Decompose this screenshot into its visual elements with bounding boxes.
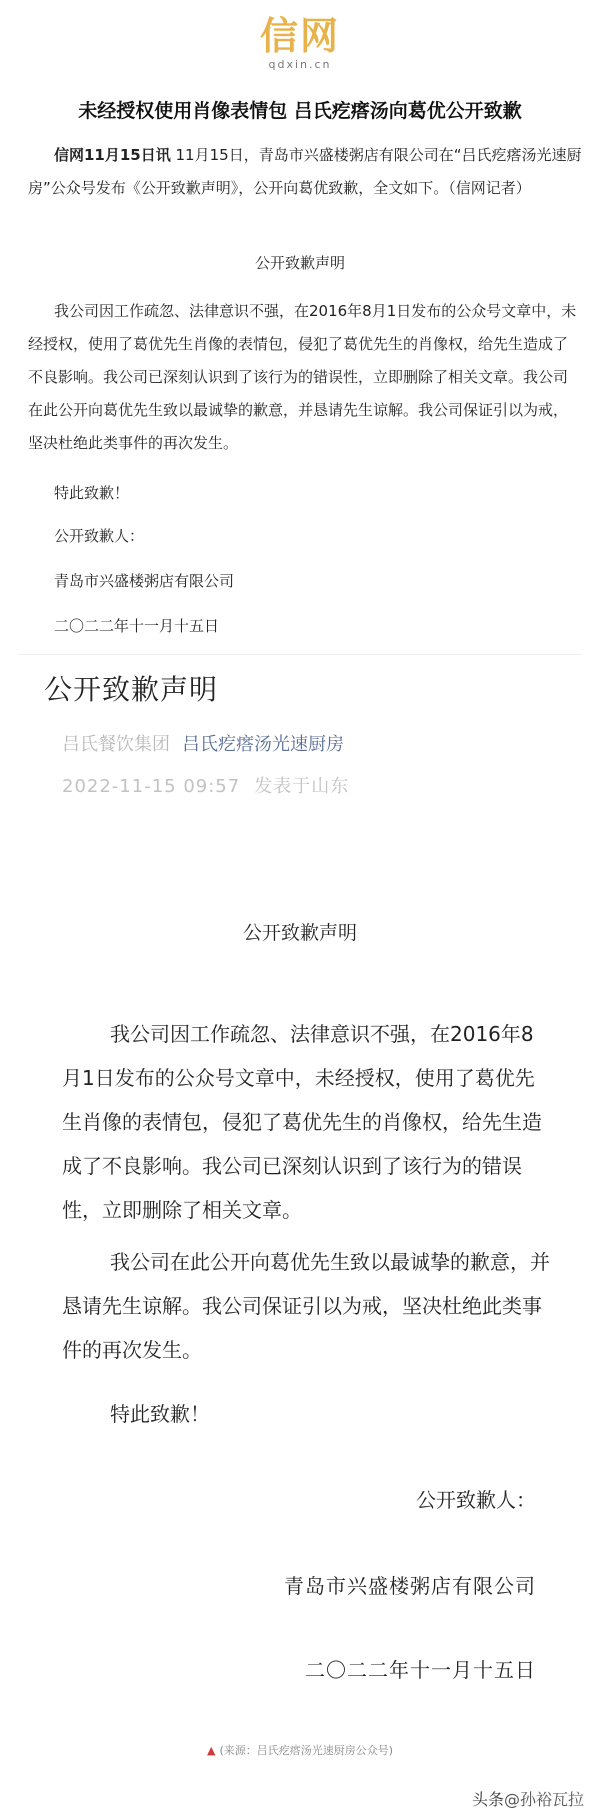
- article-date: 二〇二二年十一月十五日: [54, 617, 220, 635]
- post-title: 公开致歉声明: [44, 673, 219, 706]
- watermark: [472, 1787, 584, 1810]
- article-company: 青岛市兴盛楼粥店有限公司: [54, 572, 235, 590]
- post-company: 青岛市兴盛楼粥店有限公司: [284, 1574, 536, 1598]
- post-subhead: 公开致歉声明: [242, 922, 357, 944]
- source-caption: [0, 1742, 600, 1758]
- article-headline: 未经授权使用肖像表情包 吕氏疙瘩汤向葛优公开致歉: [78, 100, 522, 122]
- post-account-link[interactable]: 吕氏疙瘩汤光速厨房: [182, 734, 344, 755]
- post-author-line: [62, 730, 344, 756]
- article-signer: 公开致歉人：: [54, 527, 145, 545]
- logo-wordmark: 信网: [259, 14, 340, 58]
- watermark-author: @孙裕瓦拉: [503, 1790, 584, 1809]
- article-body: 我公司因工作疏忽、法律意识不强，在2016年8月1日发布的公众号文章中，未经授权，使用了葛优先生肖像的表情包，侵犯了葛优先生的肖像权，给先生造成了不良影响。我公司已深刻认识到了该行为的错误性，立即删除了相关文章。我公司在此公开向葛优先生致以最诚挚的歉意，并恳请先生谅解。我公司保证引以为戒，坚决杜绝此类事件的再次发生。: [28, 302, 577, 452]
- post-thanks: 特此致歉！: [110, 1402, 210, 1426]
- lead-text: 11月15日，青岛市兴盛楼粥店有限公司在“吕氏疙瘩汤光速厨房”公众号发布《公开致歉声明》，公开向葛优致歉，全文如下。（信网记者）: [28, 146, 582, 197]
- post-date: 二〇二二年十一月十五日: [305, 1658, 536, 1682]
- article-thanks: 特此致歉！: [54, 484, 130, 502]
- source-text: (来源：吕氏疙瘩汤光速厨房公众号): [219, 1744, 394, 1757]
- post-meta: [62, 772, 349, 798]
- dateline: 信网11月15日讯: [54, 146, 171, 164]
- triangle-icon: ▲: [206, 1744, 216, 1757]
- article-lead: [28, 139, 582, 205]
- watermark-platform: 头条: [471, 1790, 504, 1809]
- post-signer: 公开致歉人：: [416, 1488, 536, 1512]
- article-subhead: 公开致歉声明: [254, 254, 345, 272]
- site-logo: [0, 14, 600, 72]
- post-datetime: 2022-11-15 09:57: [62, 776, 241, 797]
- post-paragraph-1: 我公司因工作疏忽、法律意识不强，在2016年8月1日发布的公众号文章中，未经授权，使用了葛优先生肖像的表情包，侵犯了葛优先生的肖像权，给先生造成了不良影响。我公司已深刻认识到了该行为的错误性，立即删除了相关文章。: [62, 1022, 542, 1222]
- post-org: 吕氏餐饮集团: [62, 734, 170, 755]
- post-location: 发表于山东: [254, 776, 350, 797]
- logo-domain: qdxin.cn: [268, 58, 332, 71]
- post-paragraph-2: 我公司在此公开向葛优先生致以最诚挚的歉意，并恳请先生谅解。我公司保证引以为戒，坚决杜绝此类事件的再次发生。: [62, 1250, 550, 1362]
